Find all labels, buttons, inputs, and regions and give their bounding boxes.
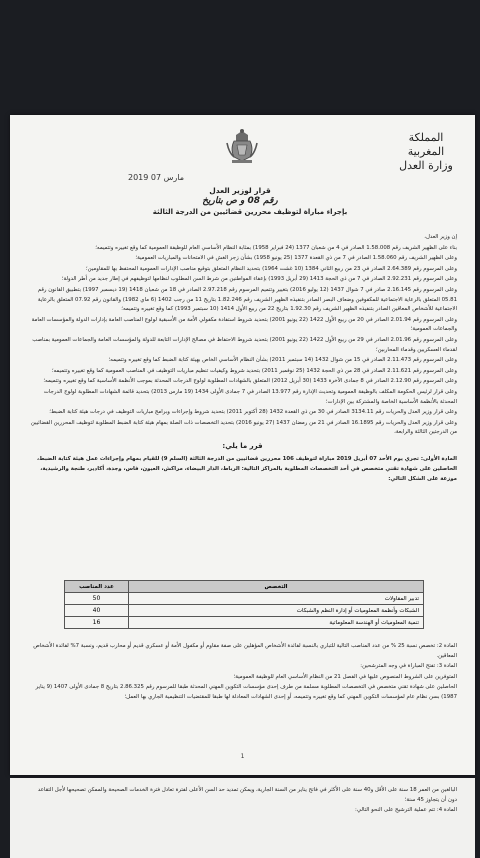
intro-line: إن وزير العدل، — [424, 234, 457, 240]
articles-section — [28, 642, 457, 704]
decides-heading: قرر ما يلي: — [222, 441, 263, 450]
royal-emblem-icon — [224, 127, 260, 165]
header-right — [391, 131, 461, 173]
condition-item: المتوفرين على الشروط المنصوص عليها في الفصل 21 من النظام الأساسي العام للوظيفة العمومية؛ — [233, 673, 457, 680]
preamble-paragraph: وعلى المرسوم رقم 2.01.96 الصادر في 29 من ربيع الأول 1422 (22 يونيو 2001) بتحديد شروط الاحتفاظ في مصالح الإدارات التابعة للدولة والمؤسسات العامة والجماعات العمومية بمناصب لقدماء العسكريين وقدماء المحاربين؛ — [32, 336, 457, 353]
preamble-paragraph: وعلى المرسوم رقم 2.16.145 صادر في 7 شوال 1437 (12 يوليو 2016) بتغيير وتتميم المرسوم رقم 2.97.218 الصادر في 18 من شعبان 1418 (19 ديسمبر 1997) بتطبيق القانون رقم 05.81 المتعلق بالرعاية الاجتماعية للمكفوفين وضعاف البصر الصادر بتنفيذه الظهير الشريف رقم 1.82.246 بتاريخ 11 من رجب 1402 (6 ماي 1982) والقانون رقم 07.92 المتعلق بالرعاية الاجتماعية للأشخاص المعاقين الصادر بتنفيذه الظهير الشريف رقم 1.92.30 بتاريخ 22 من ربيع الأول 1414 (10 سبتمبر 1993) كما وقع تغييره وتتميمه؛ — [37, 286, 457, 313]
table-header-count: عدد المناصب — [65, 581, 129, 593]
kingdom-name: المملكة المغربية — [407, 131, 445, 158]
preamble-paragraph: وعلى المرسوم رقم 2.12.90 الصادر في 8 جمادى الآخرة 1433 (30 أبريل 2012) المتعلق بالشهادات المطلوبة لولوج الدرجات المحدثة بموجب الأنظمة الأساسية كما وقع تغييره وتتميمه؛ — [43, 378, 457, 385]
count-cell: 40 — [65, 605, 129, 617]
preamble-paragraph: وعلى قرار لرئيس الحكومة المكلف بالوظيفة العمومية وتحديث الإدارة رقم 13.977 الصادر في 7 جمادى الأولى 1434 (19 مارس 2013) بتحديد قائمة الشهادات المطلوبة لولوج الدرجات المحدثة بالأنظمة الأساسية الخاصة والمشتركة بين الإدارات؛ — [43, 388, 457, 405]
preamble-section — [28, 233, 457, 485]
preamble-paragraph: وعلى قرار وزير العدل والحريات رقم 3134.11 الصادر في 30 من ذي القعدة 1432 (28 أكتوبر 2011) بتحديد شروط وإجراءات وبرامج مباريات التوظيف في درجات هيئة كتابة الضبط؛ — [49, 409, 457, 416]
condition-item: البالغين من العمر 18 سنة على الأقل و40 سنة على الأكثر في فاتح يناير من السنة الجارية، ويمكن تمديد حد السن الأعلى لفترة تعادل فترة الخدمات الصحيحة والممكن تصحيحها لأجل التقاعد دون أن يتجاوز 45 سنة؛ — [37, 787, 457, 803]
page-2-text — [28, 786, 457, 817]
decision-number: رقم 08 و ص بتاريخ — [202, 196, 278, 206]
article-2: المادة 2: تخصص نسبة 25 % من عدد المناصب التالية للتباري بالنسبة لفائدة الأشخاص المؤهلين على صفة مقاوم أو مكفول الأمة أو عسكري قديم أو محارب قديم، ونسبة 7% لفائدة الأشخاص المعاقين. — [33, 643, 457, 659]
article-3: المادة 3: تفتح المباراة في وجه المترشحين: — [360, 663, 457, 670]
table-header-specialty: التخصص — [129, 581, 424, 593]
table-header-row — [65, 581, 424, 593]
specialty-cell: الشبكات وأنظمة المعلوميات أو إدارة النظم والشبكات — [129, 605, 424, 617]
preamble-paragraph: بناء على الظهير الشريف رقم 1.58.008 الصادر في 4 من شعبان 1377 (24 فبراير 1958) بمثابة النظام الأساسي العام للوظيفة العمومية كما وقع تغييره وتتميمه؛ — [95, 244, 457, 251]
article-1: المادة الأولى: تجري يوم الأحد 07 أبريل 2019 مباراة لتوظيف 106 محررين قضائيين من الدرجة الثالثة (السلم 9) للقيام بمهام وإجراءات عمل هيئة كتابة الضبط، الحاصلين على شهادة تقني متخصص في أحد التخصصات المطلوبة بالمراكز التالية: الرباط، الدار البيضاء، مراكش، العيون، فاس، وجدة، أكادير، طنجة والرشيدية، موزعة على الشكل التالي: — [37, 456, 457, 482]
article-4: المادة 4: تتم عملية الترشيح على النحو التالي: — [355, 807, 457, 814]
table-row — [65, 605, 424, 617]
preamble-paragraph: وعلى المرسوم رقم 2.64.389 الصادر في 23 من ربيع الثاني 1384 (10 غشت 1964) بتحديد النظام المتعلق بتوقيع مناصب الإدارات العمومية المحتفظ بها للمقاومين؛ — [85, 265, 457, 272]
condition-item: الحاصلين على شهادة تقني متخصص في التخصصات المطلوبة مسلمة من طرف إحدى مؤسسات التكوين المهني المحدثة طبقا للمرسوم رقم 2.86.325 بتاريخ 8 جمادى الأولى 1407 (9 يناير 1987) بسن نظام عام لمؤسسات التكوين المهني كما وقع تغييره وتتميمه، أو إحدى الشهادات المعادلة لها طبقا للمقتضيات التنظيمية الجاري بها العمل؛ — [35, 684, 457, 700]
count-cell: 50 — [65, 593, 129, 605]
decision-title: قرار لوزير العدل — [209, 186, 271, 195]
decision-date: 2019 مارس 07 — [128, 173, 184, 182]
ministry-name: وزارة العدل — [399, 159, 453, 172]
specialty-cell: تنمية المعلوميات أو الهندسة المعلوماتية — [129, 617, 424, 629]
page-number: 1 — [240, 753, 245, 760]
table-row — [65, 593, 424, 605]
preamble-paragraph: وعلى المرسوم رقم 2.11.621 الصادر في 28 من ذي الحجة 1432 (25 نوفمبر 2011) بتحديد شروط وكيفيات تنظيم مباريات التوظيف في المناصب العمومية كما وقع تغييره وتتميمه؛ — [51, 367, 457, 374]
preamble-paragraph: وعلى المرسوم رقم 2.92.231 الصادر في 7 من ذي الحجة 1413 (29 أبريل 1993) بإعفاء المواطنين من شرط السن المطلوب لنظامها لتوظيفهم في إطار جديد من أطر الدولة؛ — [61, 276, 457, 283]
decision-heading — [150, 185, 330, 207]
specialty-cell: تدبير المقاولات — [129, 593, 424, 605]
count-cell: 16 — [65, 617, 129, 629]
positions-table — [64, 580, 424, 629]
table-row — [65, 617, 424, 629]
preamble-paragraph: وعلى قرار وزير العدل والحريات رقم 16.1895 الصادر في 21 من رمضان 1437 (27 يونيو 2016) بتحديد التخصصات ذات الصلة بمهام هيئة كتابة الضبط المطلوبة لتوظيف المحررين القضائيين من الدرجتين الثالثة والرابعة، — [30, 419, 457, 436]
decision-subject: بإجراء مباراة لتوظيف محررين قضائيين من الدرجة الثالثة — [152, 208, 348, 216]
preamble-paragraph: وعلى الظهير الشريف رقم 1.58.060 الصادر في 7 من ذي القعدة 1377 (25 يونيو 1958) بشأن زجر الغش في الامتحانات والمباريات العمومية؛ — [135, 255, 457, 262]
preamble-paragraph: وعلى المرسوم رقم 2.01.94 الصادر في 20 من ربيع الأول 1422 (22 يونيو 2001) بتحديد شروط استفادة مكفولي الأمة من الأسبقية لولوج المناصب العامة بإدارات الدولة والمؤسسات العامة والجماعات العمومية؛ — [31, 316, 457, 333]
preamble-paragraph: وعلى المرسوم رقم 2.11.473 الصادر في 15 من شوال 1432 (14 سبتمبر 2011) بشأن النظام الأساسي الخاص بهيئة كتابة الضبط كما وقع تغييره وتتميمه؛ — [108, 357, 457, 364]
document-page-1 — [10, 115, 475, 775]
document-page-2 — [10, 778, 475, 858]
